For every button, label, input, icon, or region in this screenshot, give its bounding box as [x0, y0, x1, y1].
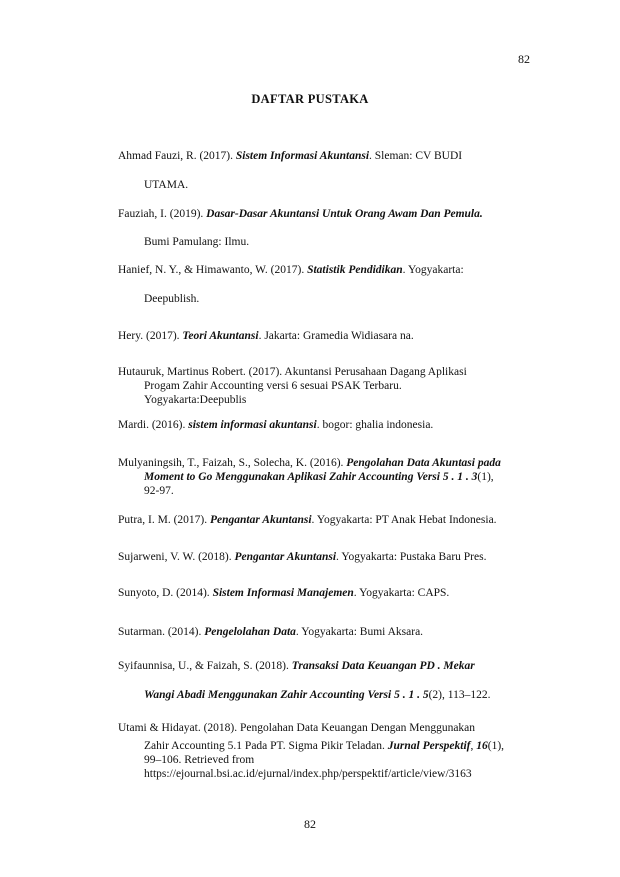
reference-entry: Hutauruk, Martinus Robert. (2017). Akuntansi Perusahaan Dagang Aplikasi — [118, 366, 467, 378]
reference-entry: Fauziah, I. (2019). Dasar-Dasar Akuntansi Untuk Orang Awam Dan Pemula. — [118, 208, 483, 220]
reference-continuation: UTAMA. — [144, 179, 189, 191]
reference-entry: Putra, I. M. (2017). Pengantar Akuntansi. Yogyakarta: PT Anak Hebat Indonesia. — [118, 514, 497, 526]
page-number-bottom: 82 — [304, 817, 316, 831]
reference-entry: Sujarweni, V. W. (2018). Pengantar Akuntansi. Yogyakarta: Pustaka Baru Pres. — [118, 551, 487, 563]
reference-continuation: 92-97. — [144, 485, 174, 497]
reference-entry: Ahmad Fauzi, R. (2017). Sistem Informasi Akuntansi. Sleman: CV BUDI — [118, 150, 463, 162]
reference-url-link[interactable]: https://ejournal.bsi.ac.id/ejurnal/index.php/perspektif/article/view/3163 — [144, 768, 472, 780]
reference-entry: Mardi. (2016). sistem informasi akuntansi. bogor: ghalia indonesia. — [118, 419, 434, 431]
reference-entry: Syifaunnisa, U., & Faizah, S. (2018). Transaksi Data Keuangan PD . Mekar — [118, 660, 475, 672]
reference-continuation: Progam Zahir Accounting versi 6 sesuai PSAK Terbaru. — [144, 380, 402, 392]
reference-entry: Sutarman. (2014). Pengelolahan Data. Yogyakarta: Bumi Aksara. — [118, 626, 424, 638]
reference-entry: Hanief, N. Y., & Himawanto, W. (2017). Statistik Pendidikan. Yogyakarta: — [118, 264, 464, 276]
page-title: DAFTAR PUSTAKA — [251, 92, 369, 106]
page-number-top: 82 — [518, 52, 530, 66]
reference-continuation: Bumi Pamulang: Ilmu. — [144, 236, 250, 248]
reference-entry: Hery. (2017). Teori Akuntansi. Jakarta: Gramedia Widiasara na. — [118, 330, 414, 342]
reference-entry: Utami & Hidayat. (2018). Pengolahan Data Keuangan Dengan Menggunakan — [118, 722, 476, 734]
reference-entry: Sunyoto, D. (2014). Sistem Informasi Manajemen. Yogyakarta: CAPS. — [118, 587, 450, 599]
reference-continuation: Moment to Go Menggunakan Aplikasi Zahir Accounting Versi 5 . 1 . 3(1), — [144, 471, 494, 483]
reference-entry: Mulyaningsih, T., Faizah, S., Solecha, K. (2016). Pengolahan Data Akuntasi pada — [118, 457, 501, 469]
reference-continuation: Yogyakarta:Deepublis — [144, 394, 247, 406]
reference-continuation: Deepublish. — [144, 293, 200, 305]
reference-continuation: Wangi Abadi Menggunakan Zahir Accounting Versi 5 . 1 . 5(2), 113–122. — [144, 689, 491, 701]
reference-continuation: Zahir Accounting 5.1 Pada PT. Sigma Pikir Teladan. Jurnal Perspektif, 16(1), — [144, 740, 505, 752]
reference-continuation: 99–106. Retrieved from — [144, 754, 255, 766]
